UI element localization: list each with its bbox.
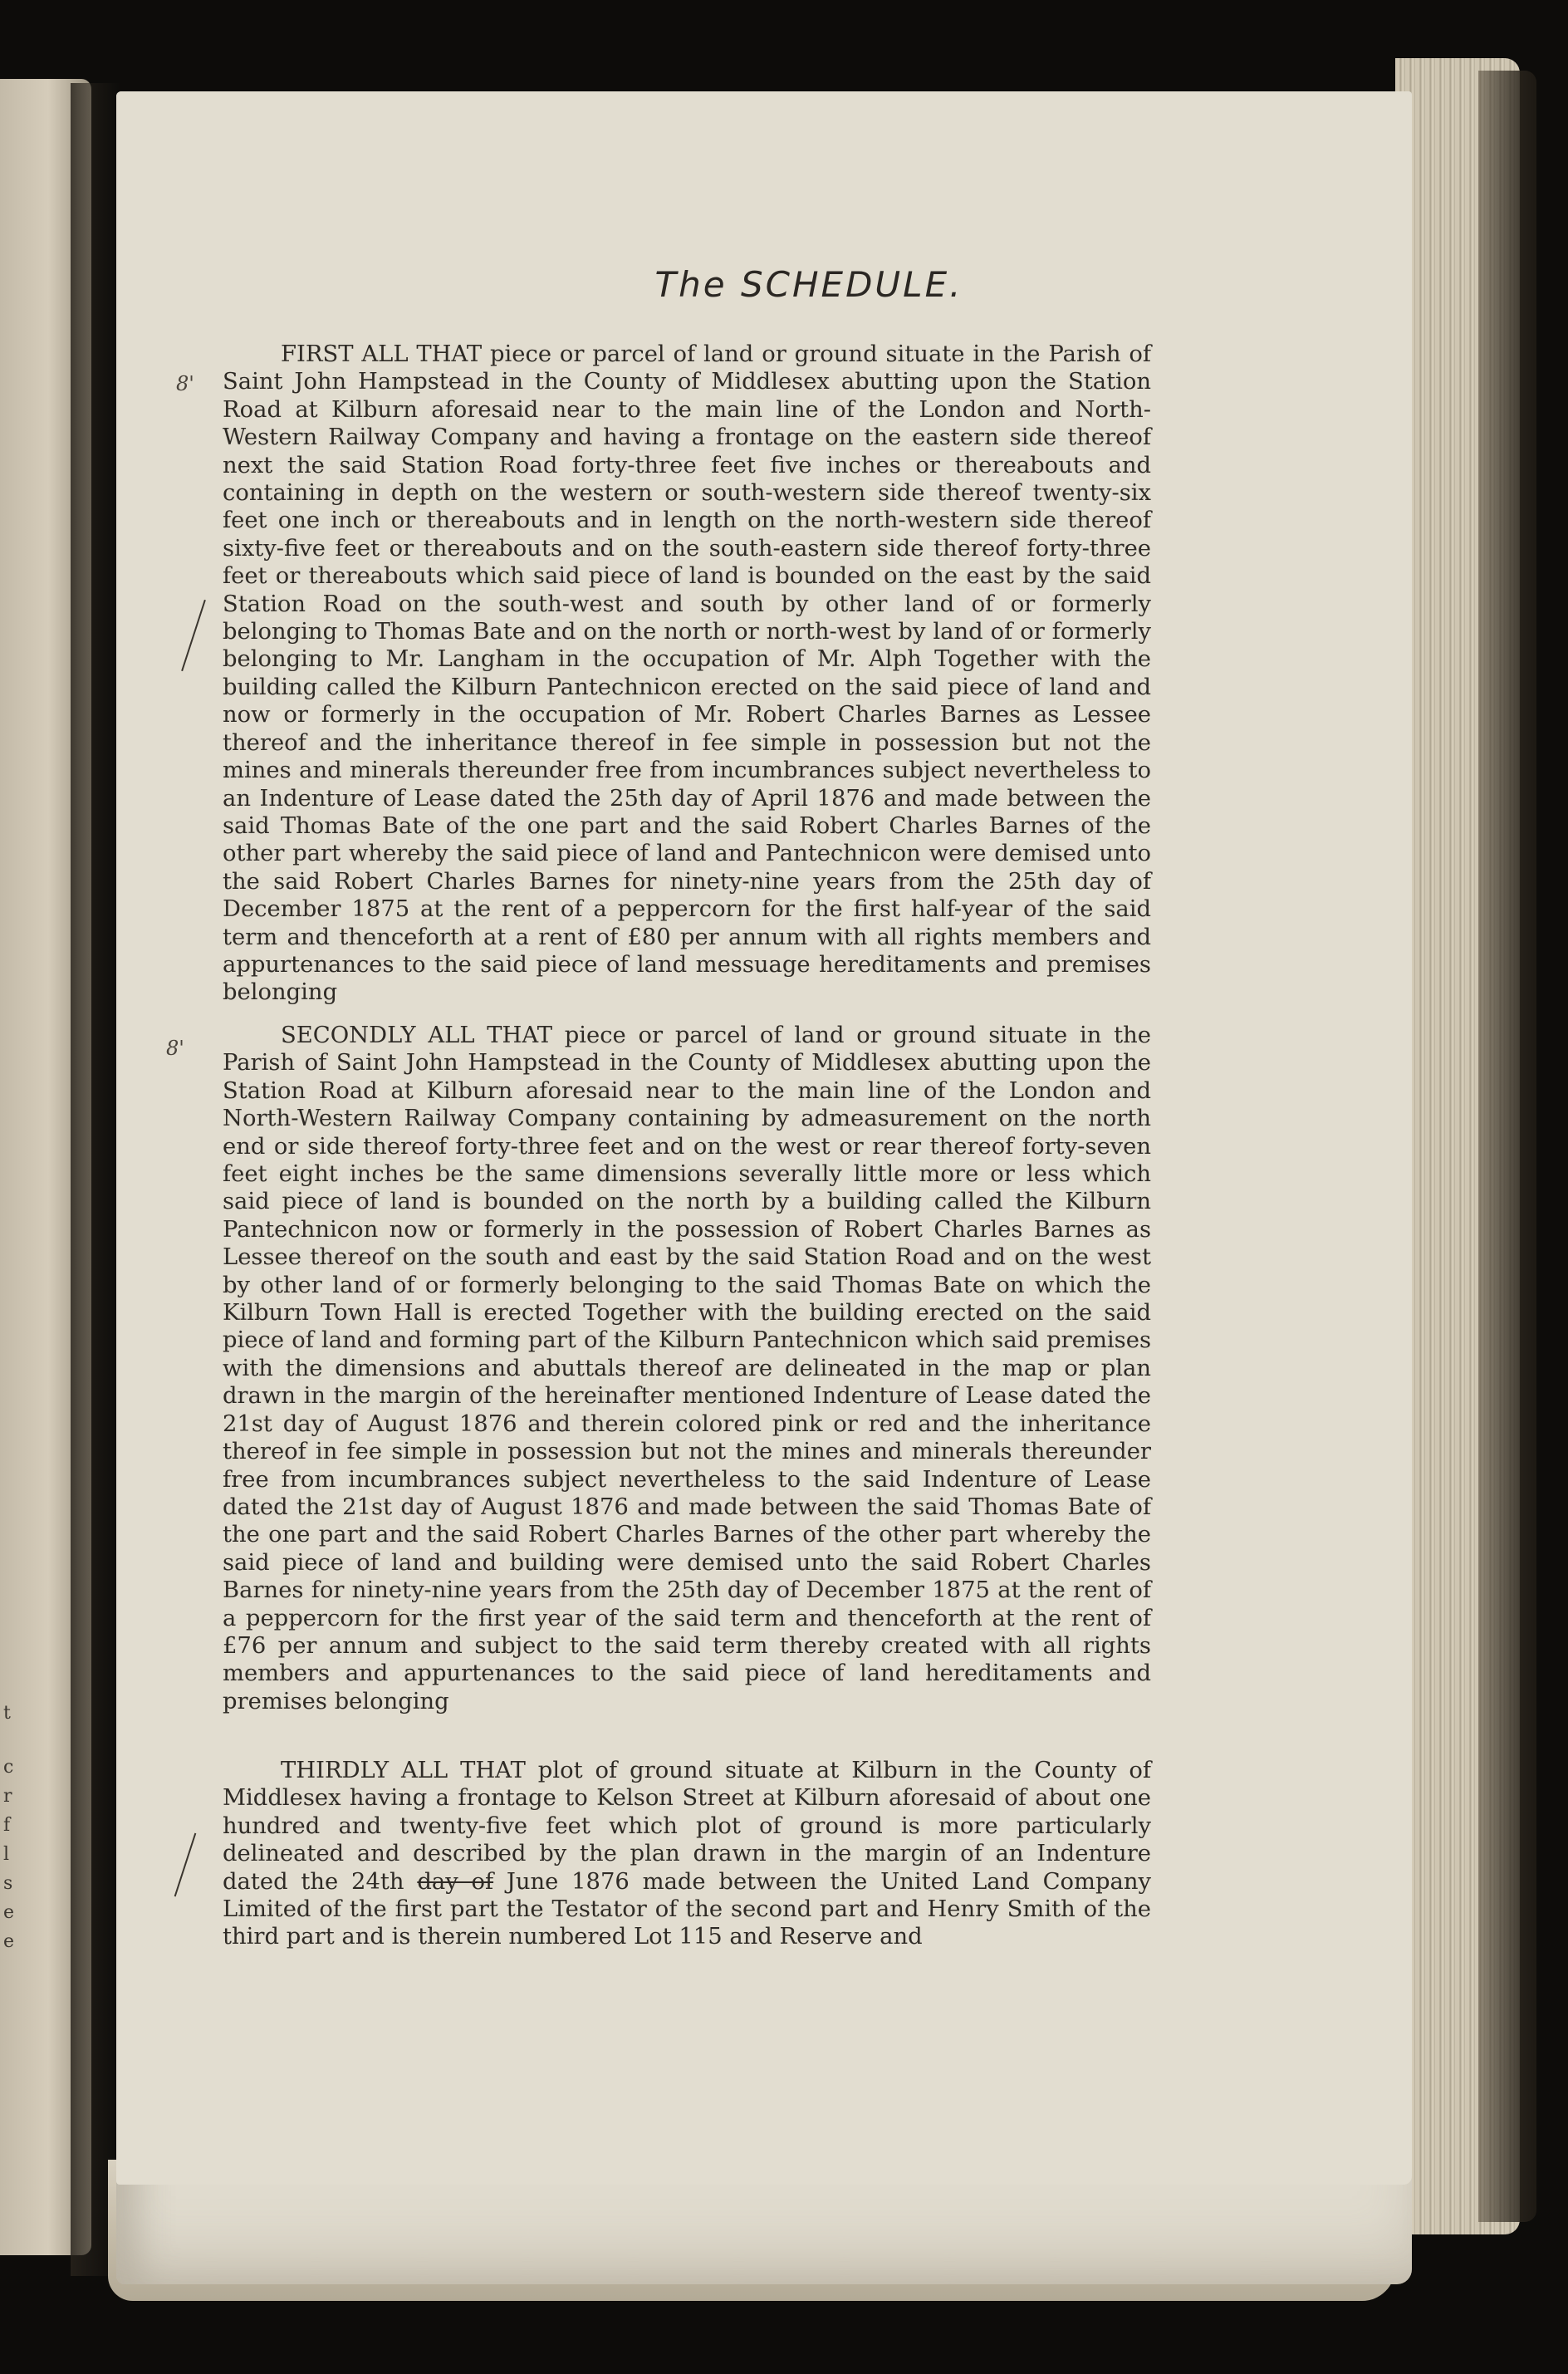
schedule-paragraph-third xyxy=(223,1757,1151,1951)
paragraph-text: June 1876 made between the United Land Company Limited of the first part the Testator of the second part and Henry Smith of the third part and is therein numbered Lot 115 and Reserve and xyxy=(223,1868,1151,1950)
paragraph-text: THIRDLY ALL THAT plot of ground situate at Kilburn in the County of Middlesex having a frontage to Kelson Street at Kilburn aforesaid of about one hundred and twenty-five feet which plot of ground is more particularly delineated and described by the plan drawn in the margin of an Indenture dated the 24th xyxy=(223,1758,1151,1895)
left-page-letter: r xyxy=(3,1786,12,1807)
left-page-letter: t xyxy=(3,1703,11,1724)
page-stack-shadow xyxy=(1478,71,1536,2222)
paragraph-text: FIRST ALL THAT piece or parcel of land or ground situate in the Parish of Saint John Hampstead in the County of Middlesex abutting upon the Station Road at Kilburn aforesaid near to the main line of the London and North-Western Railway Company and having a frontage on the eastern side thereof next the said Station Road forty-three feet five inches or thereabouts and containing in depth on the western or south-western side thereof twenty-six feet one inch or thereabouts and in length on the north-western side thereof sixty-five feet or thereabouts and on the south-eastern side thereof forty-three feet or thereabouts which said piece of land is bounded on the east by the said Station Road on the south-west and south by other land of or formerly belonging to Thomas Bate and on the north or north-west by land of or formerly belonging to Mr. Langham in the occupation of Mr. Alph Together with the building called the Kilburn Pantechnicon erected on the said piece of land and now or formerly in the occupation of Mr. Robert Charles Barnes as Lessee thereof and the inheritance thereof in fee simple in possession but not the mines and minerals thereunder free from incumbrances subject nevertheless to an Indenture of Lease dated the 25th day of April 1876 and made between the said Thomas Bate of the one part and the said Robert Charles Barnes of the other part whereby the said piece of land and Pantechnicon were demised unto the said Robert Charles Barnes for ninety-nine years from the 25th day of December 1875 at the rent of a peppercorn for the first half-year of the said term and thenceforth at a rent of £80 per annum with all rights members and appurtenances to the said piece of land messuage hereditaments and premises belonging xyxy=(223,341,1151,1006)
left-page-letter: e xyxy=(3,1902,15,1923)
left-page-letter: c xyxy=(3,1757,14,1778)
left-page-letter: s xyxy=(3,1873,13,1894)
gutter-shadow xyxy=(71,83,120,2276)
margin-note: 8' xyxy=(166,1037,184,1060)
page-title: The SCHEDULE. xyxy=(654,264,963,305)
left-page-letter: l xyxy=(3,1844,10,1865)
schedule-paragraph-second xyxy=(223,1022,1151,1715)
paragraph-text: SECONDLY ALL THAT piece or parcel of land or ground situate in the Parish of Saint John Hampstead in the County of Middlesex abutting upon the Station Road at Kilburn aforesaid near to the main line of the London and North-Western Railway Company containing by admeasurement on the north end or side thereof forty-three feet and on the west or rear thereof forty-seven feet eight inches be the same dimensions severally little more or less which said piece of land is bounded on the north by a building called the Kilburn Pantechnicon now or formerly in the possession of Robert Charles Barnes as Lessee thereof on the south and east by the said Station Road and on the west by other land of or formerly belonging to the said Thomas Bate on which the Kilburn Town Hall is erected Together with the building erected on the said piece of land and forming part of the Kilburn Pantechnicon which said premises with the dimensions and abuttals thereof are delineated in the map or plan drawn in the margin of the hereinafter mentioned Indenture of Lease dated the 21st day of August 1876 and therein colored pink or red and the inheritance thereof in fee simple in possession but not the mines and minerals thereunder free from incumbrances subject nevertheless to the said Indenture of Lease dated the 21st day of August 1876 and made between the said Thomas Bate of the one part and the said Robert Charles Barnes of the other part whereby the said piece of land and building were demised unto the said Robert Charles Barnes for ninety-nine years from the 25th day of December 1875 at the rent of a peppercorn for the first year of the said term and thenceforth at the rent of £76 per annum and subject to the said term thereby created with all rights members and appurtenances to the said piece of land hereditaments and premises belonging xyxy=(223,1023,1151,1714)
schedule-paragraph-first xyxy=(223,341,1151,1007)
left-page-letter: e xyxy=(3,1931,15,1952)
struck-text: day of xyxy=(417,1868,494,1895)
margin-note: 8' xyxy=(176,372,194,395)
left-page-letter: f xyxy=(3,1815,11,1836)
